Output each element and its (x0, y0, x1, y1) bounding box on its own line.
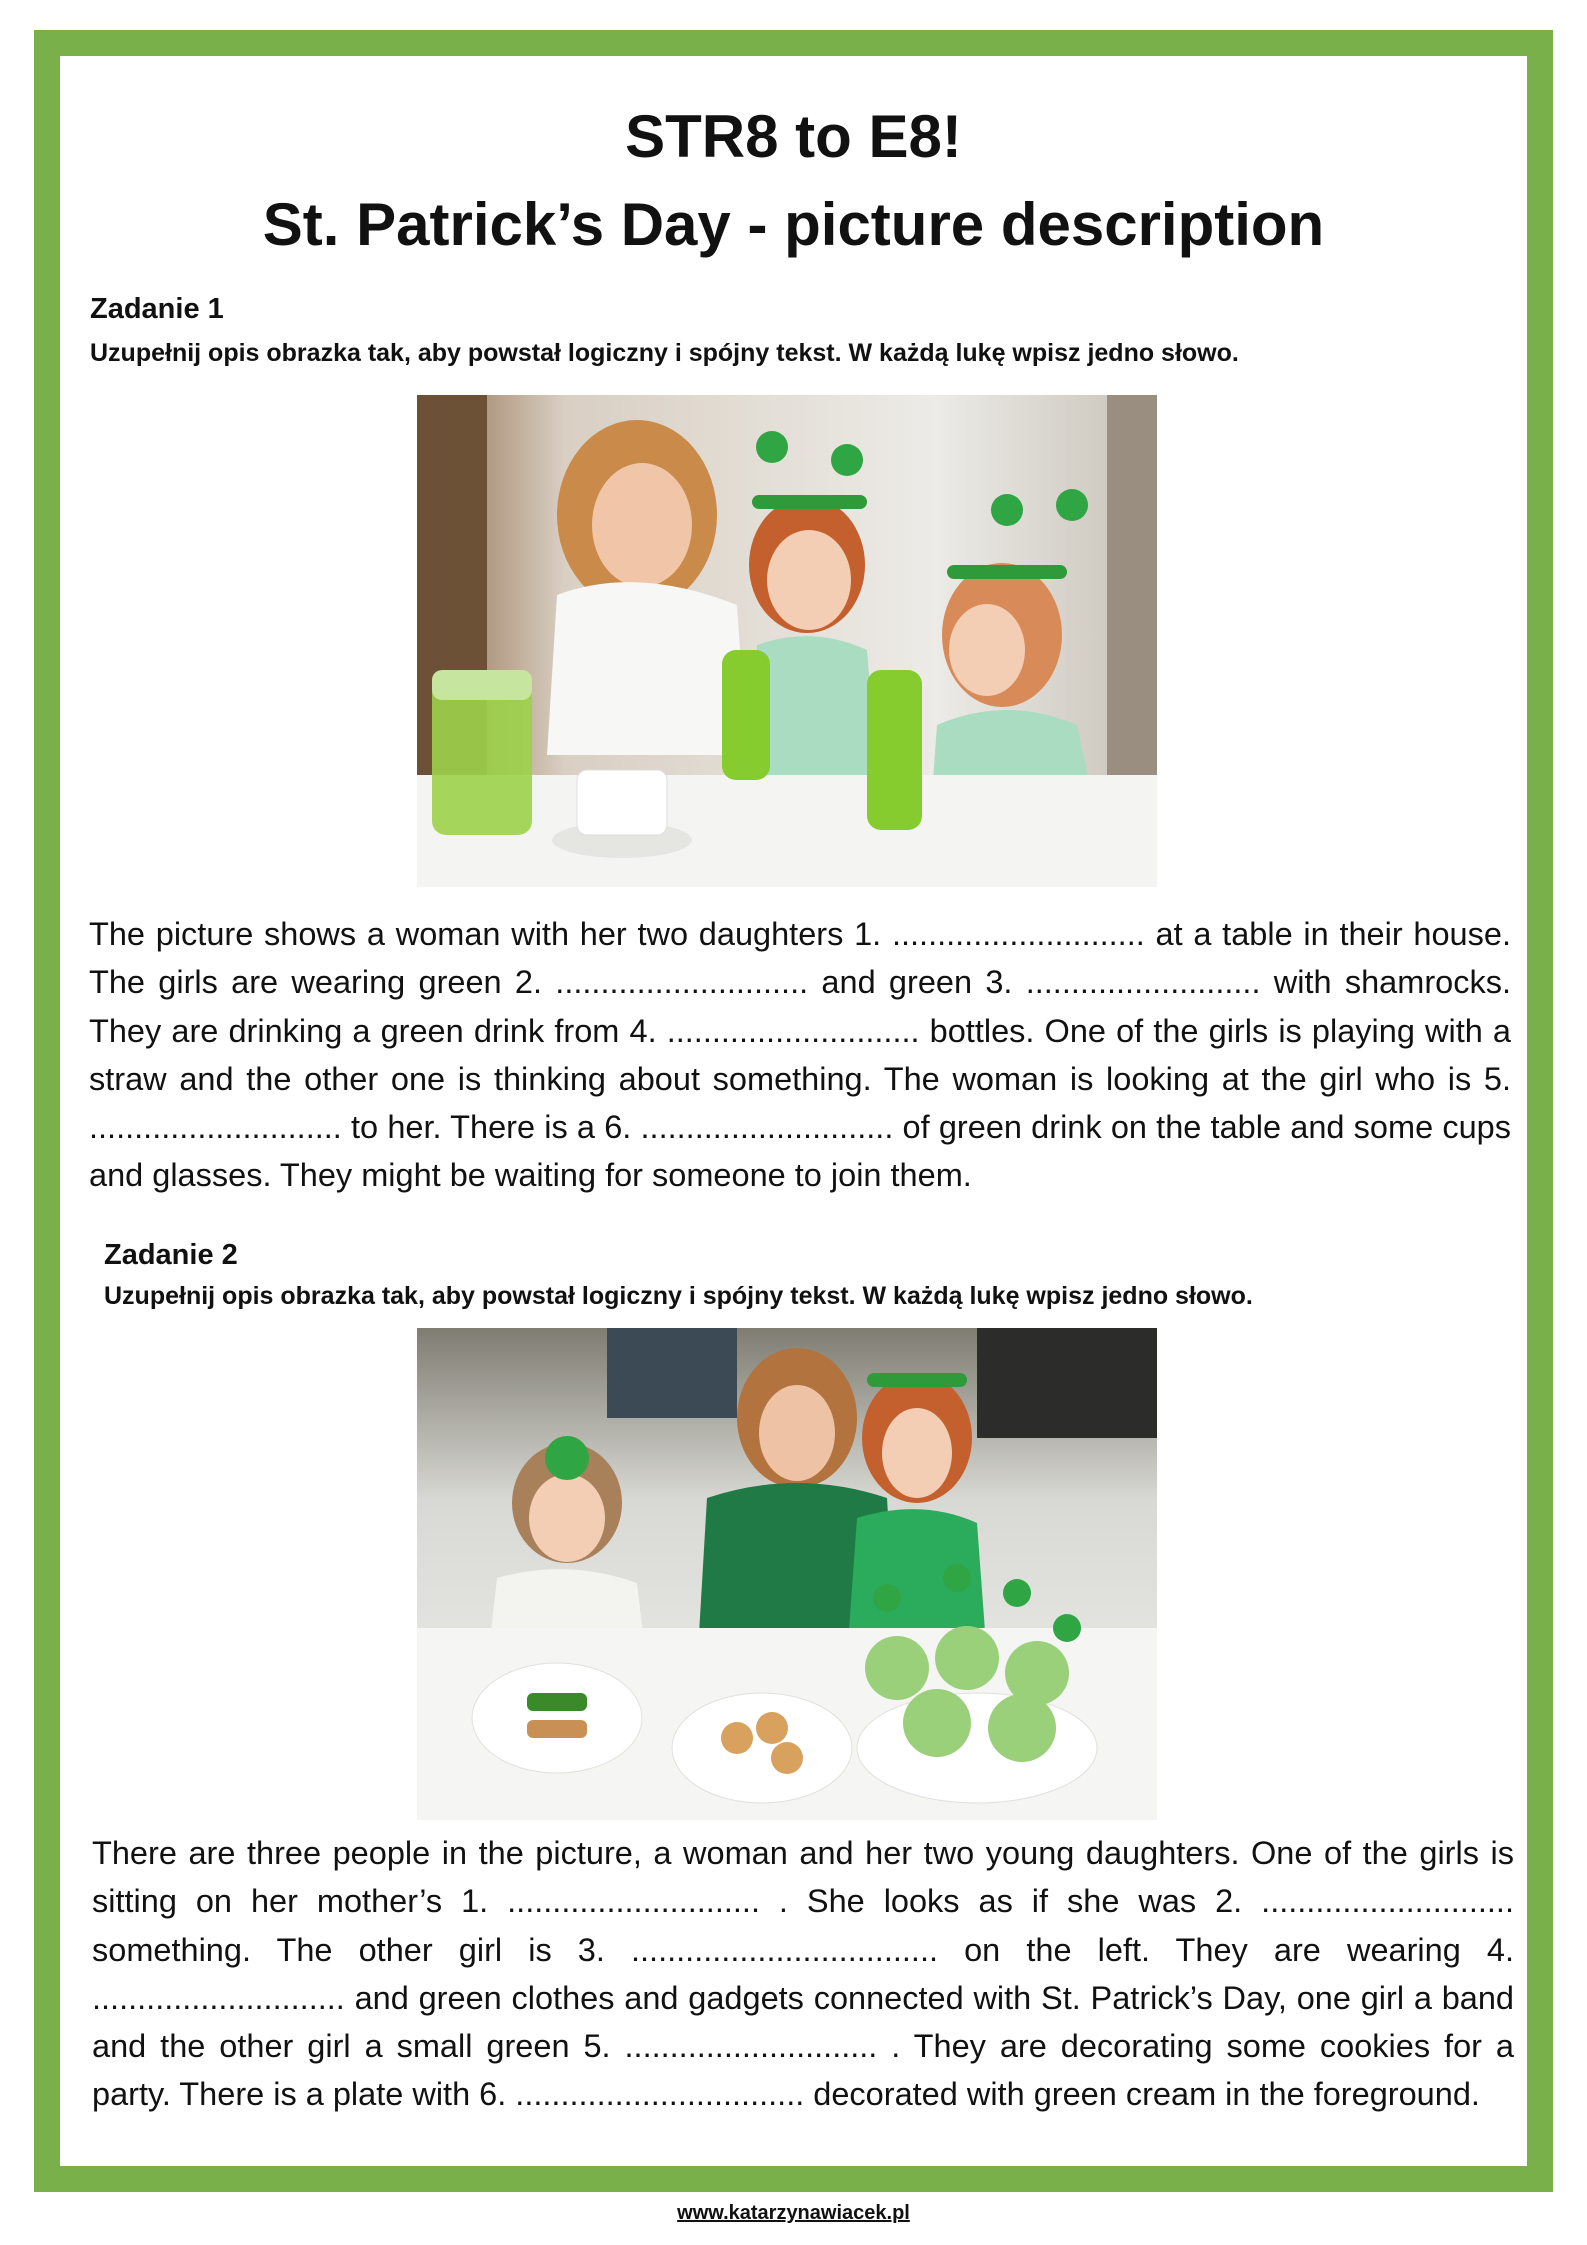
task1-photo (417, 395, 1157, 887)
task1-instruction: Uzupełnij opis obrazka tak, aby powstał logiczny i spójny tekst. W każdą lukę wpisz jedno słowo. (90, 339, 1239, 367)
task1-heading: Zadanie 1 (90, 293, 224, 325)
task2-instruction: Uzupełnij opis obrazka tak, aby powstał logiczny i spójny tekst. W każdą lukę wpisz jedno słowo. (104, 1282, 1253, 1310)
title-line-2: St. Patrick’s Day - picture description (262, 191, 1325, 258)
title-line-1: STR8 to E8! (625, 103, 962, 170)
task2-text: There are three people in the picture, a woman and her two young daughters. One of the girls is sitting on her mother’s 1. ............................ . She looks as if she was 2. ............................ something. The other girl is 3. .................................. on the left. They are wearing 4. ............................ and green clothes and gadgets connected with St. Patrick’s Day, one girl a band and the other girl a small green 5. ............................ . They are decorating some cookies for a party. There is a plate with 6. ................................ decorated with green cream in the foreground. (92, 1835, 1514, 2113)
task2-heading: Zadanie 2 (104, 1239, 238, 1271)
task1-text: The picture shows a woman with her two daughters 1. ............................ at a table in their house. The girls are wearing green 2. ............................ and green 3. .......................... with shamrocks. They are drinking a green drink from 4. ............................ bottles. One of the girls is playing with a straw and the other one is thinking about something. The woman is looking at the girl who is 5. ............................ to her. There is a 6. ............................ of green drink on the table and some cups and glasses. They might be waiting for someone to join them. (89, 916, 1511, 1194)
footer-link[interactable]: www.katarzynawiacek.pl (677, 2202, 910, 2224)
task2-photo (417, 1328, 1157, 1820)
